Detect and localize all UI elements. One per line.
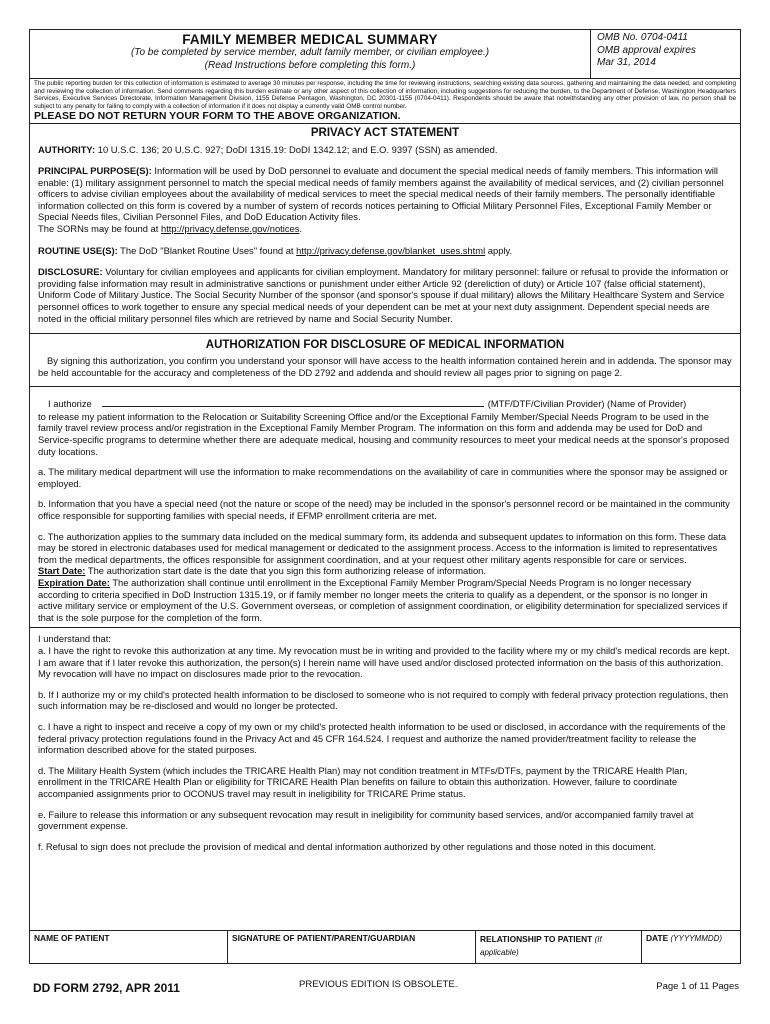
omb-number: OMB No. 0704-0411 bbox=[597, 32, 688, 43]
header-title-block bbox=[30, 30, 590, 78]
burden-statement: The public reporting burden for this collection of information is estimated to average 30 minutes per response, including the time for reviewing instructions, searching existing data sources, gathering and maintaining the data needed, and completing and reviewing the collection of information. Send comments regarding this burden estimate or any other aspect of this collection of information, including suggestions for reducing the burden, to the Department of Defense, Washington Headquarters Services, Executive Services Directorate, Information Management Division, 1155 Defense Pentagon, Washington, DC 20301-1155 (0704-0411). Respondents should be aware that notwithstanding any other provision of law, no person shall be subject to any penalty for failing to comply with a collection of information if it does not display a currently valid OMB control number. bbox=[34, 80, 736, 110]
relationship-field[interactable] bbox=[475, 931, 641, 964]
disclosure-paragraph bbox=[38, 266, 732, 324]
purpose-paragraph: PRINCIPAL PURPOSE(S): Information will be used by DoD personnel to evaluate and document the special medical needs of family members. This information will enable: (1) military assignment personnel to match the special medical needs of family members against the availability of medical services, and (2) civilian personnel officers to advise civilian employees about the availability of medical services to meet the special medical needs of their family members. The personally identifiable information collected on this form is covered by a number of system of records notices pertaining to Official Military Personnel Files, Exceptional Family Member or Special Needs files, Civilian Personnel Files, and DoD Education Activity files. The SORNs may be found at http://privacy.defense.gov/notices. bbox=[38, 164, 724, 234]
provider-name-field[interactable] bbox=[102, 396, 484, 407]
relationship-label: RELATIONSHIP TO PATIENT bbox=[480, 934, 593, 944]
understanding-section bbox=[30, 627, 740, 852]
omb-block bbox=[590, 30, 740, 78]
expiration-date-text: The authorization shall continue until enrollment in the Exceptional Family Member Program/Special Needs Program is no longer necessary according to criteria specified in DoD Instruction 1315.19, or if family member no longer meets the criteria to qualify as a dependent, or the sponsor is no longer in active military service or employment of the U.S. Government overseas, or completion of assignment coordination, or eligibility determination for specialized services if that is the sole purpose for the completion of the form. bbox=[38, 577, 728, 623]
privacy-act-title: PRIVACY ACT STATEMENT bbox=[310, 127, 460, 140]
form-footer bbox=[29, 976, 741, 1000]
authorization-item-b: b. Information that you have a special need (not the nature or scope of the need) may be included in the sponsor's personnel record or be maintained in the community office responsible for supporting families with special needs, if EFMP enrollment criteria are met. bbox=[38, 498, 730, 522]
expiration-date-label: Expiration Date: bbox=[38, 577, 110, 588]
authority-paragraph bbox=[38, 144, 732, 156]
understand-item-e: e. Failure to release this information or any subsequent revocation may result in ineligibility for community based services, and/or accompanied family travel at government expense. bbox=[38, 808, 694, 832]
authorization-item-a: a. The military medical department will use the information to make recommendations on the availability of care in communities where the sponsor may be assigned or employed. bbox=[38, 466, 728, 489]
routine-use-label: ROUTINE USE(S): bbox=[38, 244, 118, 256]
form-identifier: DD FORM 2792, APR 2011 bbox=[33, 981, 180, 995]
start-date-label: Start Date: bbox=[38, 565, 86, 577]
date-note: (YYYYMMDD) bbox=[670, 934, 723, 943]
edition-notice: PREVIOUS EDITION IS OBSOLETE. bbox=[299, 979, 458, 990]
understand-item-a: a. I have the right to revoke this authorization at any time. My revocation must be in writing and provided to the facility where my or my child's medical records are kept. I am aware that if I later revoke this authorization, the person(s) I herein name will have used and/or disclosed protected information on the basis of this authorization. My revocation will have no impact on disclosures made prior to the revocation. bbox=[38, 644, 730, 680]
authorization-section bbox=[30, 333, 740, 623]
authorization-item-c bbox=[38, 531, 732, 624]
omb-approval: OMB approval expires bbox=[597, 44, 696, 56]
authority-label: AUTHORITY: bbox=[38, 144, 96, 156]
patient-name-label: NAME OF PATIENT bbox=[34, 933, 110, 943]
form-header bbox=[30, 30, 740, 79]
divider bbox=[30, 386, 740, 393]
understand-item-f: f. Refusal to sign does not preclude the provision of medical and dental information authorized by other regulations and those noted in this document. bbox=[38, 840, 657, 852]
understand-item-b: b. If I authorize my or my child's protected health information to be disclosed to someone who is not required to comply with federal privacy protection regulations, then such information may be re-disclosed and would no longer be protected. bbox=[38, 688, 729, 712]
form-subtitle-1: (To be completed by service member, adult family member, or civilian employee.) bbox=[130, 47, 490, 58]
routine-use-paragraph bbox=[38, 245, 732, 257]
release-paragraph: to release my patient information to the Relocation or Suitability Screening Office and/or the Exceptional Family Member/Special Needs Program to be used in the family travel review process and/or registration in the Exceptional Family Member Program. The information on this form and addenda may be used for DoD and Service-specific programs to determine whether there are adequate medical, housing and community resources to meet your medical needs at the sponsor's proposed duty locations. bbox=[38, 410, 730, 457]
date-field[interactable] bbox=[641, 931, 740, 964]
omb-date: Mar 31, 2014 bbox=[597, 57, 656, 68]
page-number: Page 1 of 11 Pages bbox=[656, 981, 739, 992]
do-not-return-notice: PLEASE DO NOT RETURN YOUR FORM TO THE ABOVE ORGANIZATION. bbox=[34, 110, 401, 123]
signature-field[interactable] bbox=[227, 931, 475, 964]
signature-row bbox=[30, 930, 740, 964]
routine-use-end: apply. bbox=[485, 244, 513, 256]
authority-text: 10 U.S.C. 136; 20 U.S.C. 927; DoDI 1315.19: DoDI 1342.12; and E.O. 9397 (SSN) as amended. bbox=[97, 144, 498, 156]
authorization-title: AUTHORIZATION FOR DISCLOSURE OF MEDICAL INFORMATION bbox=[205, 339, 565, 352]
privacy-act-section bbox=[30, 123, 740, 324]
relationship-note: (If applicable) bbox=[480, 935, 602, 957]
authorization-intro: By signing this authorization, you confirm you understand your sponsor will have access to the health information contained herein and in addenda. The sponsor may be held accountable for the accuracy and completeness of the DD 2792 and addenda and should review all pages prior to signing on page 2. bbox=[38, 355, 732, 378]
purpose-text: Information will be used by DoD personnel to evaluate and document the special medical needs of family members. This information will enable: (1) military assignment personnel to match the special medical needs of family members against the availability of medical services, and (2) civilian personnel officers to advise civilian employees about the availability of medical services to meet the special medical needs of their family members. The personally identifiable information collected on this form is covered by a number of system of records notices pertaining to Official Military Personnel Files, Exceptional Family Member or Special Needs files, Civilian Personnel Files, and DoD Education Activity files. bbox=[38, 164, 724, 223]
blanket-uses-link[interactable]: http://privacy.defense.gov/blanket_uses.shtml bbox=[296, 244, 486, 256]
signature-label: SIGNATURE OF PATIENT/PARENT/GUARDIAN bbox=[232, 933, 416, 943]
understand-item-c: c. I have a right to inspect and receive a copy of my own or my child's protected health information to be used or disclosed, in accordance with the requirements of the federal privacy protection regulations found in the Privacy Act and 45 CFR 164.524. I request and authorize the named provider/treatment facility to release the information described above for the stated purposes. bbox=[38, 720, 726, 756]
disclosure-label: DISCLOSURE: bbox=[38, 266, 103, 278]
i-authorize-label: I authorize bbox=[48, 398, 92, 410]
understand-intro: I understand that: bbox=[38, 633, 111, 645]
form-subtitle-2: (Read Instructions before completing this form.) bbox=[204, 59, 416, 71]
sorn-text: The SORNs may be found at bbox=[38, 222, 161, 234]
sorn-link[interactable]: http://privacy.defense.gov/notices bbox=[160, 222, 300, 234]
start-date-text: The authorization start date is the date that you sign this form authorizing release of information. bbox=[85, 565, 486, 577]
understand-item-d: d. The Military Health System (which includes the TRICARE Health Plan) may not condition treatment in MTFs/DTFs, payment by the TRICARE Health Plan, enrollment in the TRICARE Health Plan or eligibility for TRICARE Health Plan benefits on failure to obtain this authorization. However, failure to coordinate accompanied assignments prior to OCONUS travel may result in ineligibility for TRICARE Prime status. bbox=[38, 764, 688, 799]
routine-use-text: The DoD "Blanket Routine Uses" found at bbox=[120, 244, 297, 256]
authorize-line bbox=[38, 396, 732, 410]
disclosure-text: Voluntary for civilian employees and applicants for civilian employment. Mandatory for military personnel: failure or refusal to provide the information or providing false information may result in administrative sanctions or punishment under either Article 92 (dereliction of duty) or Article 107 (false official statement), Uniform Code of Military Justice. The Social Security Number of the sponsor (and sponsor's spouse if dual military) allows the Military Healthcare System and Service personnel offices to work together to ensure any special medical needs of your dependent can be met at your next duty assignment. Dependent special needs are noted in the official military personnel files which are retrieved by name and Social Security Number. bbox=[38, 266, 729, 324]
purpose-label: PRINCIPAL PURPOSE(S): bbox=[38, 164, 152, 176]
patient-name-field[interactable] bbox=[30, 931, 227, 964]
provider-field-label: (MTF/DTF/Civilian Provider) (Name of Provider) bbox=[487, 398, 687, 410]
form-title: FAMILY MEMBER MEDICAL SUMMARY bbox=[182, 32, 438, 47]
form-page bbox=[29, 29, 741, 964]
item-c-text: c. The authorization applies to the summary data included on the medical summary form, its addenda and subsequent updates to information on this form. These data may be stored in electronic databases used for medical management or dedicated to the assignment process. Access to the information is limited to representatives from the medical departments, the offices responsible for assignment coordination, and at your request other military agents responsible for care or services. bbox=[38, 530, 727, 565]
date-label: DATE bbox=[646, 933, 669, 943]
